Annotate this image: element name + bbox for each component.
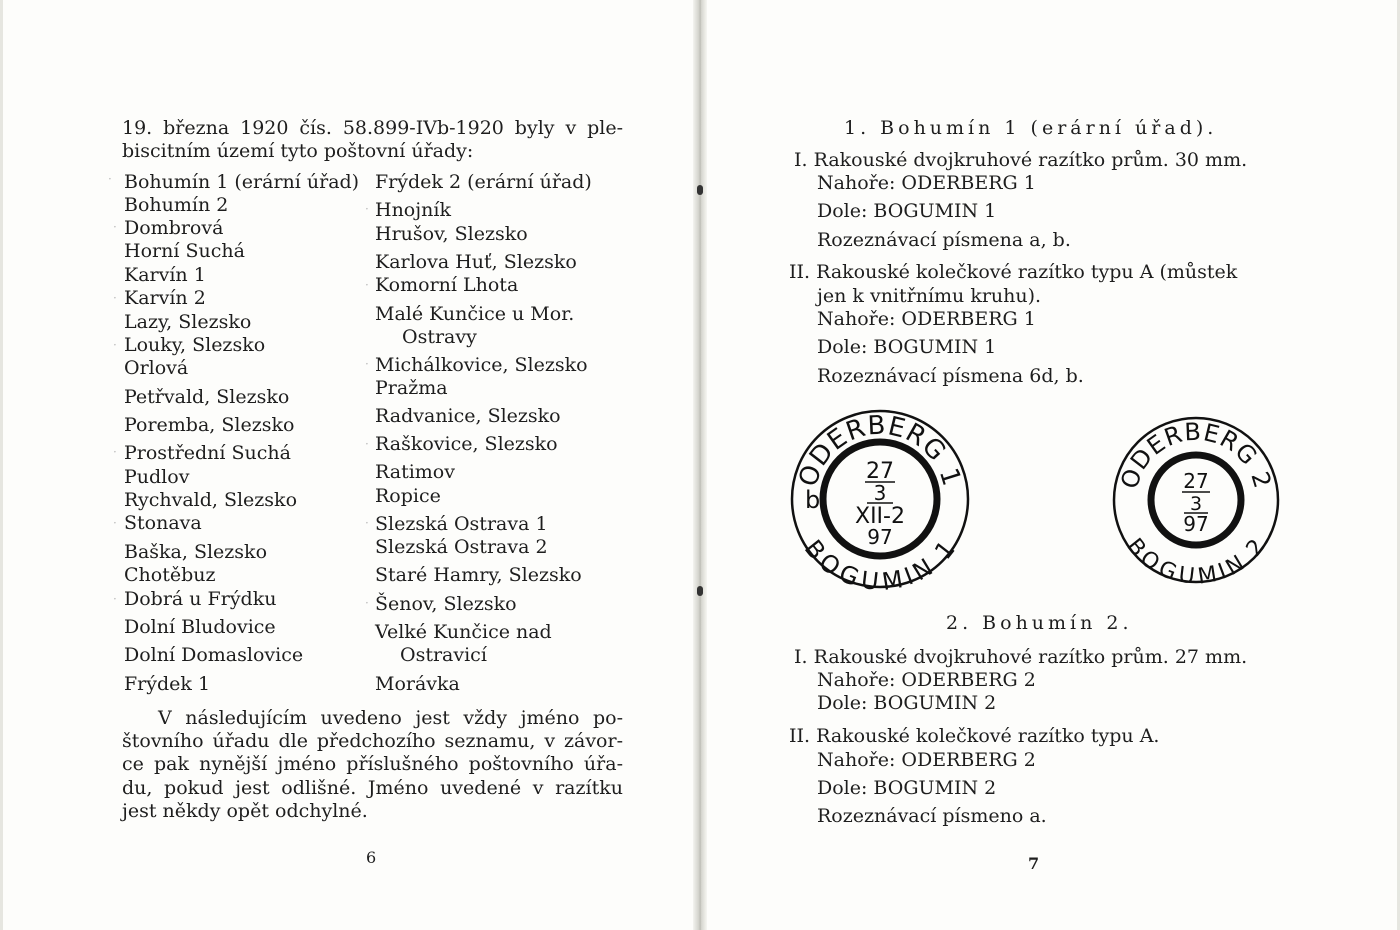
list-item: Velké Kunčice nad bbox=[375, 621, 552, 643]
margin-mark: · bbox=[365, 516, 369, 530]
closing-line-5: jest někdy opět odchylné. bbox=[122, 800, 368, 822]
left-page bbox=[0, 0, 693, 930]
list-item: Bohumín 2 bbox=[124, 194, 229, 216]
margin-mark: · bbox=[365, 596, 369, 610]
closing-line-1: V následujícím uvedeno jest vždy jméno po- bbox=[158, 707, 623, 729]
postmark-letter: b bbox=[805, 486, 821, 514]
stamp-desc-line: I. Rakouské dvojkruhové razítko prům. 27 mm. bbox=[794, 646, 1248, 668]
list-item: Dobrá u Frýdku bbox=[124, 588, 277, 610]
list-item: Karvín 1 bbox=[124, 264, 206, 286]
list-item: Lazy, Slezsko bbox=[124, 311, 252, 333]
book-gutter bbox=[693, 0, 707, 930]
stamp-desc-line: Rozeznávací písmena a, b. bbox=[817, 229, 1071, 251]
list-item: Bohumín 1 (erární úřad) bbox=[124, 171, 360, 193]
list-item: Raškovice, Slezsko bbox=[375, 433, 558, 455]
margin-mark: · bbox=[113, 445, 117, 459]
margin-mark: · bbox=[365, 278, 369, 292]
binding-staple-top bbox=[697, 185, 703, 195]
page-number-left: 6 bbox=[366, 848, 377, 867]
stamp-desc-line: II. Rakouské kolečkové razítko typu A. bbox=[789, 725, 1160, 747]
list-item: Louky, Slezsko bbox=[124, 334, 266, 356]
section-heading-1: 1. Bohumín 1 (erární úřad). bbox=[844, 117, 1218, 139]
list-item: Rychvald, Slezsko bbox=[124, 489, 298, 511]
list-item: Ostravy bbox=[402, 326, 477, 348]
stamp-desc-line: Dole: BOGUMIN 2 bbox=[817, 692, 997, 714]
list-item: Slezská Ostrava 2 bbox=[375, 536, 548, 558]
postmark-bottom-text: BOGUMIN 1 bbox=[798, 534, 962, 594]
list-item: Dombrová bbox=[124, 217, 224, 239]
postmark-month: 3 bbox=[1189, 493, 1203, 515]
stamp-desc-line: Dole: BOGUMIN 1 bbox=[817, 200, 997, 222]
list-item: Ropice bbox=[375, 485, 441, 507]
stamp-desc-line: Dole: BOGUMIN 2 bbox=[817, 777, 997, 799]
list-item: Dolní Domaslovice bbox=[124, 644, 304, 666]
right-page bbox=[707, 0, 1400, 930]
stamp-desc-line: Nahoře: ODERBERG 2 bbox=[817, 669, 1036, 691]
list-item: Morávka bbox=[375, 673, 460, 695]
list-item: Chotěbuz bbox=[124, 564, 216, 586]
postmark-day: 27 bbox=[1183, 469, 1209, 493]
margin-mark: · bbox=[113, 220, 117, 234]
list-item: Dolní Bludovice bbox=[124, 616, 276, 638]
list-item: Hrušov, Slezsko bbox=[375, 223, 528, 245]
postmark-year: 97 bbox=[867, 525, 893, 549]
margin-mark: · bbox=[365, 437, 369, 451]
list-item: Karvín 2 bbox=[124, 287, 206, 309]
stamp-desc-line: Nahoře: ODERBERG 1 bbox=[817, 308, 1036, 330]
closing-line-3: ce pak nynější jméno příslušného poštovního úřa- bbox=[122, 753, 623, 775]
closing-line-4: du, pokud jest odlišné. Jméno uvedené v razítku bbox=[122, 777, 623, 799]
postmark-month: 3 bbox=[873, 481, 887, 505]
list-item: Poremba, Slezsko bbox=[124, 414, 295, 436]
list-item: Stonava bbox=[124, 512, 202, 534]
list-item: Horní Suchá bbox=[124, 240, 245, 262]
binding-staple-bottom bbox=[697, 586, 703, 596]
margin-mark: · bbox=[113, 592, 117, 606]
list-item: Ostravicí bbox=[400, 644, 487, 666]
list-item: Radvanice, Slezsko bbox=[375, 405, 561, 427]
list-item: Hnojník bbox=[375, 199, 451, 221]
stamp-desc-line: Dole: BOGUMIN 1 bbox=[817, 336, 997, 358]
list-item: Slezská Ostrava 1 bbox=[375, 513, 548, 535]
margin-mark: · bbox=[108, 172, 112, 186]
closing-line-2: štovního úřadu dle předchozího seznamu, v závor- bbox=[122, 730, 623, 752]
postmark-top-text: ODERBERG 1 bbox=[793, 410, 967, 491]
stamp-desc-line: Rozeznávací písmeno a. bbox=[817, 805, 1047, 827]
postmark-year: 97 bbox=[1183, 512, 1209, 536]
postmark-time: XII-2 bbox=[855, 504, 905, 529]
postmark-top-text: ODERBERG 2 bbox=[1115, 417, 1277, 493]
list-item: Pražma bbox=[375, 377, 448, 399]
list-item: Baška, Slezsko bbox=[124, 541, 268, 563]
list-item: Komorní Lhota bbox=[375, 274, 519, 296]
page-number-right: 7 bbox=[1028, 854, 1040, 873]
postmark-day: 27 bbox=[866, 459, 894, 484]
list-item: Ratimov bbox=[375, 461, 455, 483]
stamp-desc-line: Nahoře: ODERBERG 2 bbox=[817, 749, 1036, 771]
margin-mark: · bbox=[113, 338, 117, 352]
list-item: Pudlov bbox=[124, 466, 190, 488]
list-item: Staré Hamry, Slezsko bbox=[375, 564, 582, 586]
list-item: Frýdek 2 (erární úřad) bbox=[375, 171, 592, 193]
list-item: Prostřední Suchá bbox=[124, 442, 291, 464]
intro-line-2: biscitním území tyto poštovní úřady: bbox=[122, 140, 474, 162]
stamp-desc-line: I. Rakouské dvojkruhové razítko prům. 30 mm. bbox=[794, 149, 1248, 171]
stamp-desc-line: II. Rakouské kolečkové razítko typu A (můstek bbox=[789, 261, 1238, 283]
stamp-desc-line: jen k vnitřnímu kruhu). bbox=[817, 285, 1042, 307]
postmark-oderberg-2 bbox=[1106, 410, 1286, 590]
list-item: Karlova Huť, Slezsko bbox=[375, 251, 577, 273]
section-heading-2: 2. Bohumín 2. bbox=[946, 612, 1133, 634]
margin-mark: · bbox=[113, 291, 117, 305]
list-item: Orlová bbox=[124, 357, 189, 379]
margin-mark: · bbox=[365, 357, 369, 371]
list-item: Malé Kunčice u Mor. bbox=[375, 303, 575, 325]
postmark-oderberg-1 bbox=[785, 404, 975, 594]
list-item: Šenov, Slezsko bbox=[375, 593, 517, 615]
margin-mark: · bbox=[113, 516, 117, 530]
list-item: Frýdek 1 bbox=[124, 673, 211, 695]
margin-mark: · bbox=[365, 202, 369, 216]
stamp-desc-line: Nahoře: ODERBERG 1 bbox=[817, 172, 1036, 194]
list-item: Petřvald, Slezsko bbox=[124, 386, 290, 408]
intro-line-1: 19. března 1920 čís. 58.899-IVb-1920 byly v ple- bbox=[122, 117, 623, 139]
list-item: Michálkovice, Slezsko bbox=[375, 354, 588, 376]
postmark-bottom-text: BOGUMIN 2 bbox=[1121, 534, 1271, 590]
stamp-desc-line: Rozeznávací písmena 6d, b. bbox=[817, 365, 1084, 387]
